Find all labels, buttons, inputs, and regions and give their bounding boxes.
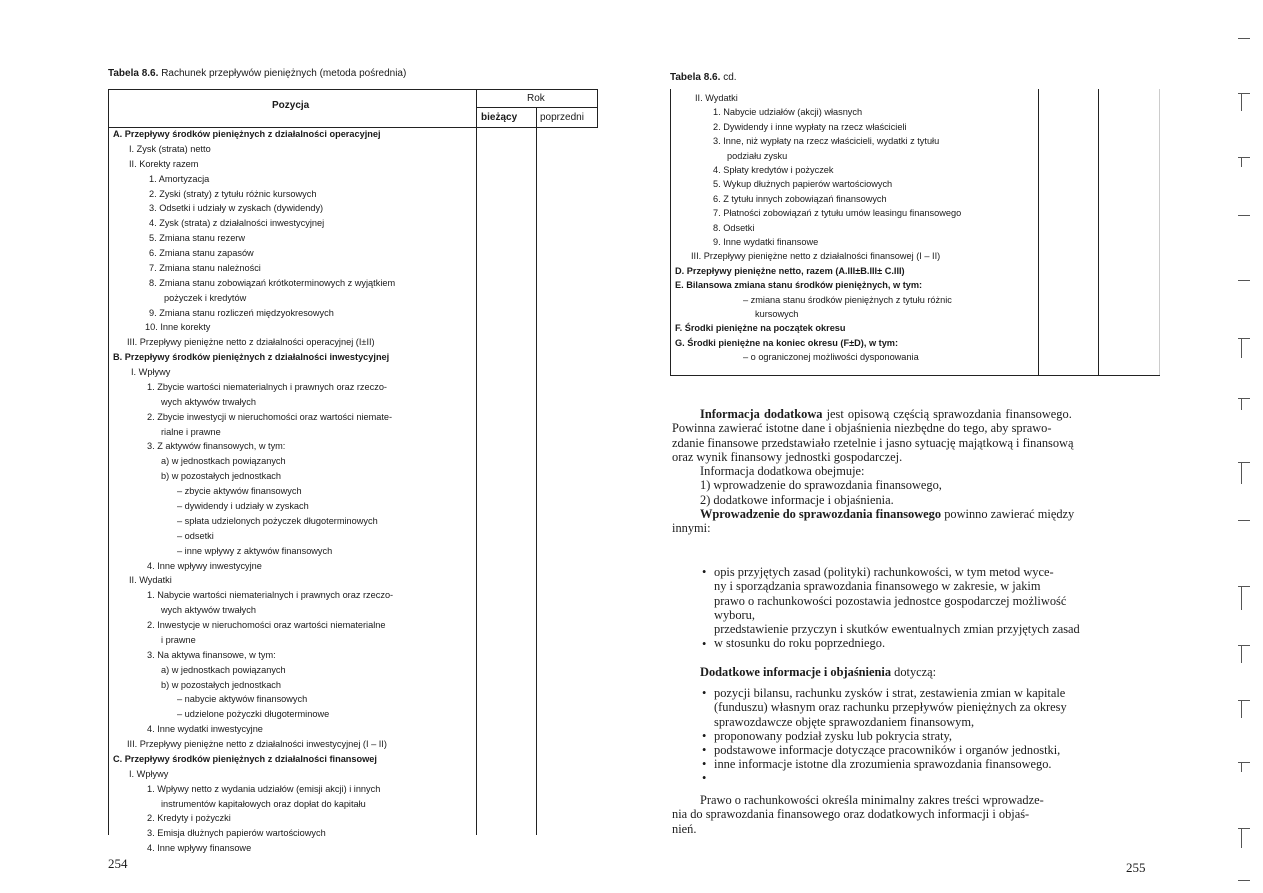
table-row-label: 7. Zmiana stanu należności — [149, 262, 261, 273]
scan-mark — [1238, 700, 1250, 701]
scan-mark — [1238, 398, 1250, 399]
table-header-rule — [109, 127, 598, 128]
bullet: • — [702, 743, 707, 757]
rok-header-rule — [476, 107, 598, 108]
table-row-label: – o ograniczonej możliwości dysponowania — [743, 352, 919, 363]
header-pozycja: Pozycja — [272, 100, 310, 111]
scan-mark — [1241, 700, 1242, 718]
right-page — [632, 0, 1263, 893]
table-row-label: 3. Emisja dłużnych papierów wartościowych — [147, 828, 326, 839]
scan-mark — [1238, 215, 1250, 216]
bullet: • — [702, 729, 707, 743]
text-line: ny i sporządzania sprawozdania finansowego w zakresie, w jakim — [714, 579, 1041, 594]
paragraph-dodatkowe — [672, 665, 1160, 679]
text-line: sprawozdawcze objęte sprawozdaniem finansowym, — [714, 714, 975, 729]
text-line: Prawo o rachunkowości określa minimalny zakres treści wprowadze- — [700, 793, 1044, 807]
table-row-label: 8. Zmiana stanu zobowiązań krótkoterminowych z wyjątkiem — [149, 277, 396, 288]
table-title: Rachunek przepływów pieniężnych (metoda pośrednia) — [161, 68, 407, 79]
table-row-label: 8. Odsetki — [713, 222, 755, 233]
table-row-label: 2. Dywidendy i inne wypłaty na rzecz właścicieli — [713, 121, 907, 132]
table-row-label: I. Wpływy — [131, 367, 171, 378]
scan-mark — [1241, 338, 1242, 358]
table-row-label: 2. Inwestycje w nieruchomości oraz wartości niematerialne — [147, 620, 386, 631]
table-row-label: III. Przepływy pieniężne netto z działalności finansowej (I – II) — [691, 251, 941, 262]
table-row-label: II. Korekty razem — [129, 158, 199, 169]
table-number: Tabela 8.6. — [108, 68, 159, 79]
table-row-label: – dywidendy i udziały w zyskach — [177, 501, 309, 511]
table-row-label: – odsetki — [177, 530, 214, 541]
text-line: nień. — [672, 821, 697, 836]
table-row-label: i prawne — [161, 634, 196, 645]
text-line: innymi: — [672, 521, 711, 536]
table-row-label: 3. Na aktywa finansowe, w tym: — [147, 649, 276, 660]
table-row-label: 6. Z tytułu innych zobowiązań finansowych — [713, 193, 887, 204]
table-row-label: 4. Inne wpływy finansowe — [147, 843, 252, 854]
table-row-label: – zbycie aktywów finansowych — [177, 486, 302, 497]
column-divider — [1038, 89, 1039, 375]
text-line: oraz wynik finansowy jednostki gospodarczej. — [672, 449, 903, 464]
table-row-label: kursowych — [755, 309, 799, 319]
table-row-label: b) w pozostałych jednostkach — [161, 679, 282, 690]
text-line: (funduszu) własnym oraz rachunku przepływów pieniężnych za okresy — [714, 700, 1067, 715]
scan-mark — [1241, 586, 1242, 610]
bullet: • — [702, 565, 707, 579]
table-row-label: A. Przepływy środków pieniężnych z działalności operacyjnej — [113, 129, 381, 139]
list-item: 1) wprowadzenie do sprawozdania finansowego, — [700, 478, 942, 493]
column-divider — [1159, 89, 1160, 375]
text-line: przedstawienie przyczyn i skutków ewentualnych zmian przyjętych zasad — [714, 622, 1080, 637]
table-row-label: 9. Zmiana stanu rozliczeń międzyokresowych — [149, 307, 334, 318]
table-row-label: 6. Zmiana stanu zapasów — [149, 248, 254, 259]
header-rok: Rok — [527, 93, 545, 104]
column-divider — [1098, 89, 1099, 375]
table-row-label: 7. Płatności zobowiązań z tytułu umów leasingu finansowego — [713, 208, 962, 219]
list-item: 2) dodatkowe informacje i objaśnienia. — [700, 492, 894, 507]
text-line: zdanie finansowe przedstawiało rzetelnie i jasno sytuację majątkową i finansową — [672, 435, 1074, 450]
table-row-label: 1. Amortyzacja — [149, 173, 210, 184]
table-row-label: 3. Inne, niż wypłaty na rzecz właścicieli, wydatki z tytułu — [713, 136, 940, 147]
table-row-label: – nabycie aktywów finansowych — [177, 694, 308, 705]
bullet-list-1 — [714, 565, 1160, 651]
text-line: Informacja dodatkowa obejmuje: — [700, 464, 865, 479]
text-line: nia do sprawozdania finansowego oraz dodatkowych informacji i objaś- — [672, 807, 1030, 822]
term-dodatkowe-informacje: Dodatkowe informacje i objaśnienia — [700, 665, 892, 679]
bullet: • — [702, 757, 707, 771]
table-row-label: pożyczek i kredytów — [164, 292, 247, 303]
table-row-label: 1. Nabycie wartości niematerialnych i prawnych oraz rzeczo- — [147, 590, 394, 601]
table-row-label: 10. Inne korekty — [145, 322, 211, 333]
scan-mark — [1238, 280, 1250, 281]
bullet-list-2 — [714, 686, 1160, 772]
page-number: 254 — [108, 856, 128, 871]
table-row-label: rialne i prawne — [161, 426, 221, 437]
scan-mark — [1241, 462, 1242, 484]
table-row-label: 4. Inne wydatki inwestycyjne — [147, 724, 263, 735]
scan-mark — [1238, 645, 1250, 646]
paragraph-prawo — [672, 793, 1160, 836]
table-row-label: – udzielone pożyczki długoterminowe — [177, 709, 330, 720]
scan-mark — [1241, 157, 1242, 167]
text-line: jest opisową częścią sprawozdania finansowego. — [826, 407, 1072, 421]
table-caption — [108, 68, 406, 79]
text-line: Powinna zawierać istotne dane i objaśnienia niezbędne do tego, aby sprawo- — [672, 421, 1052, 436]
table-row-label: 4. Zysk (strata) z działalności inwestycyjnej — [149, 218, 325, 229]
text-line: opis przyjętych zasad (polityki) rachunkowości, w tym metod wyce- — [714, 565, 1054, 579]
page-number: 255 — [1126, 860, 1146, 875]
table-row-label: 1. Zbycie wartości niematerialnych i prawnych oraz rzeczo- — [147, 381, 387, 392]
table-row-label: 1. Nabycie udziałów (akcji) własnych — [713, 107, 863, 118]
text-line: pozycji bilansu, rachunku zysków i strat, zestawienia zmian w kapitale — [714, 686, 1066, 700]
table-row-label: II. Wydatki — [695, 93, 738, 103]
table-row-label: III. Przepływy pieniężne netto z działalności operacyjnej (I±II) — [127, 337, 375, 348]
scan-mark — [1241, 828, 1242, 848]
bullet: • — [702, 637, 707, 651]
scan-mark — [1238, 38, 1250, 39]
bullet: • — [702, 686, 707, 700]
text-line: wyboru, — [714, 607, 755, 622]
text-line: w stosunku do roku poprzedniego. — [714, 636, 886, 651]
table-top-rule — [109, 89, 598, 90]
text-line: prawo o rachunkowości pozostawia jednostce gospodarczej możliwość — [714, 593, 1067, 608]
scan-mark — [1238, 338, 1250, 339]
table-row-label: 2. Kredyty i pożyczki — [147, 813, 231, 824]
term-wprowadzenie: Wprowadzenie do sprawozdania finansowego — [700, 507, 942, 522]
term-informacja-dodatkowa: Informacja dodatkowa — [700, 407, 823, 421]
scan-mark — [1238, 520, 1250, 521]
table-row-label: 3. Odsetki i udziały w zyskach (dywidendy) — [149, 203, 324, 214]
bullet: • — [702, 771, 707, 785]
text-line: proponowany podział zysku lub pokrycia straty, — [714, 728, 953, 743]
table-row-label: a) w jednostkach powiązanych — [161, 456, 286, 467]
scan-mark — [1238, 586, 1250, 587]
column-divider — [536, 107, 537, 835]
text-line: dotyczą: — [894, 665, 937, 679]
scan-mark — [1238, 880, 1250, 881]
table-row-label: a) w jednostkach powiązanych — [161, 664, 286, 675]
table-row-label: E. Bilansowa zmiana stanu środków pieniężnych, w tym: — [675, 280, 923, 291]
scan-mark — [1241, 93, 1242, 111]
scan-mark — [1238, 93, 1250, 94]
table-row-label: II. Wydatki — [129, 575, 172, 586]
header-biezacy: bieżący — [481, 112, 518, 123]
cash-flow-table — [108, 89, 598, 854]
table-row-label: 9. Inne wydatki finansowe — [713, 237, 819, 247]
table-row-label: III. Przepływy pieniężne netto z działalności inwestycyjnej (I – II) — [127, 739, 387, 750]
table-row-label: D. Przepływy pieniężne netto, razem (A.III±B.III± C.III) — [675, 265, 905, 276]
table-title: cd. — [723, 72, 737, 83]
table-row-label: 5. Wykup dłużnych papierów wartościowych — [713, 179, 893, 190]
table-row-label: B. Przepływy środków pieniężnych z działalności inwestycyjnej — [113, 352, 390, 363]
scan-mark — [1241, 762, 1242, 772]
table-row-label: I. Zysk (strata) netto — [129, 143, 211, 154]
table-row-label: 4. Inne wpływy inwestycyjne — [147, 560, 262, 571]
table-caption — [670, 72, 737, 83]
table-row-label: – inne wpływy z aktywów finansowych — [177, 545, 333, 556]
scan-mark — [1238, 762, 1250, 763]
table-row-label: C. Przepływy środków pieniężnych z działalności finansowej — [113, 753, 377, 764]
scan-mark — [1238, 828, 1250, 829]
table-row-label: 5. Zmiana stanu rezerw — [149, 233, 245, 244]
table-row-label: 3. Z aktywów finansowych, w tym: — [147, 441, 286, 452]
table-row-label: I. Wpływy — [129, 768, 169, 779]
table-row-label: instrumentów kapitałowych oraz dopłat do kapitału — [161, 798, 366, 809]
table-row-label: – spłata udzielonych pożyczek długoterminowych — [177, 515, 378, 526]
table-row-label: wych aktywów trwałych — [161, 396, 256, 407]
column-divider — [597, 89, 598, 127]
table-row-label: F. Środki pieniężne na początek okresu — [675, 323, 846, 334]
table-row-label: wych aktywów trwałych — [161, 605, 256, 616]
text-line: inne informacje istotne dla zrozumienia sprawozdania finansowego. — [714, 757, 1052, 772]
scan-mark — [1241, 398, 1242, 410]
table-row-label: 2. Zbycie inwestycji w nieruchomości oraz wartości niemate- — [147, 411, 393, 422]
table-row-label: 4. Spłaty kredytów i pożyczek — [713, 165, 834, 175]
text-line: powinno zawierać między — [944, 507, 1075, 522]
text-line: podstawowe informacje dotyczące pracowników i organów jednostki, — [714, 743, 1061, 758]
table-row-label: 1. Wpływy netto z wydania udziałów (emisji akcji) i innych — [147, 783, 381, 794]
scan-mark — [1238, 157, 1250, 158]
scan-mark — [1238, 462, 1250, 463]
cash-flow-table-continued — [670, 89, 1160, 376]
table-row-label: b) w pozostałych jednostkach — [161, 471, 282, 482]
column-divider — [476, 89, 477, 835]
table-row-label: G. Środki pieniężne na koniec okresu (F±D), w tym: — [675, 337, 899, 348]
table-row-label: – zmiana stanu środków pieniężnych z tytułu różnic — [743, 294, 952, 305]
header-poprzedni: poprzedni — [540, 112, 584, 123]
table-row-label: podziału zysku — [727, 150, 788, 161]
paragraph-informacja — [672, 407, 1160, 536]
scan-mark — [1241, 645, 1242, 663]
table-row-label: 2. Zyski (straty) z tytułu różnic kursowych — [149, 188, 317, 199]
table-number: Tabela 8.6. — [670, 72, 721, 83]
